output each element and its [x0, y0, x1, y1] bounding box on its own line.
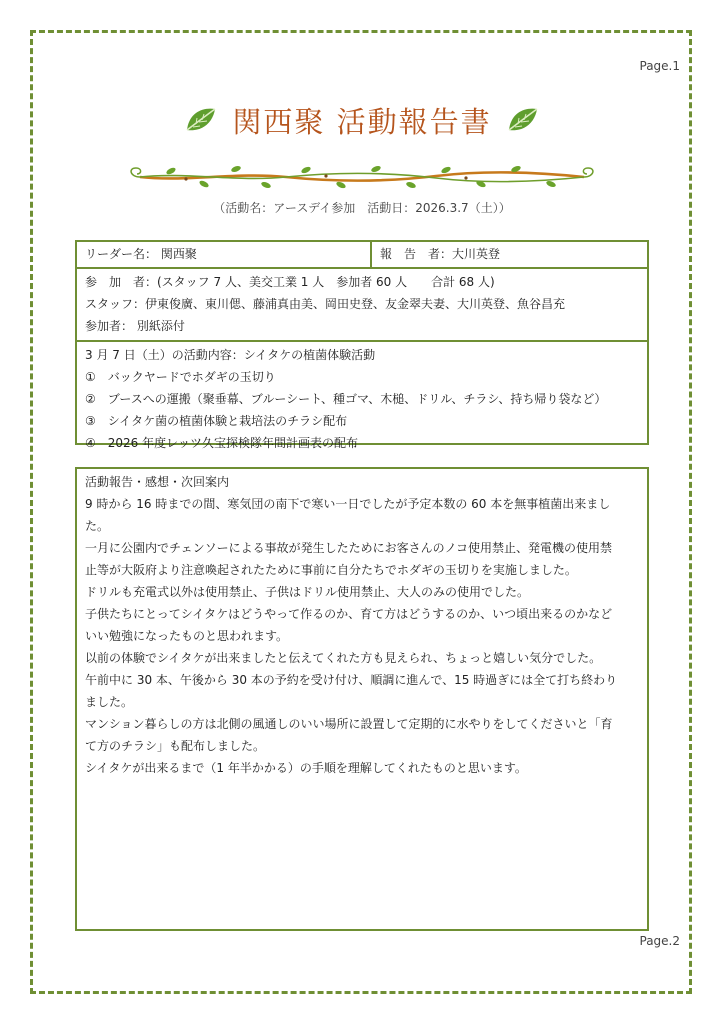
- leader-row: [77, 242, 647, 269]
- activity-item: ③ シイタケ菌の植菌体験と栽培法のチラシ配布: [85, 414, 348, 428]
- page-number-top: Page.1: [639, 59, 680, 73]
- attendees-line: 参加者： 別紙添付: [85, 319, 185, 333]
- report-line: 子供たちにとってシイタケはどうやって作るのか、育て方はどうするのか、いつ頃出来るのかなど: [85, 607, 613, 621]
- report-line: た。: [85, 519, 110, 533]
- report-line: 午前中に 30 本、午後から 30 本の予約を受け付け、順調に進んで、15 時過ぎには全て打ち終わり: [85, 673, 618, 687]
- summary-table: [75, 240, 649, 450]
- report-line: シイタケが出来るまで（1 年半かかる）の手順を理解してくれたものと思います。: [85, 761, 527, 775]
- staff-line: スタッフ：伊東俊廣、東川偲、藤浦真由美、岡田史登、友金翠夫妻、大川英登、魚谷昌充: [85, 297, 566, 311]
- activity-item: ① バックヤードでホダギの玉切り: [85, 370, 276, 384]
- report-line: 以前の体験でシイタケが出来ましたと伝えてくれた方も見えられ、ちょっと嬉しい気分でした。: [85, 651, 602, 665]
- leader-name: リーダー名： 関西聚: [77, 242, 372, 267]
- report-line: て方のチラシ」も配布しました。: [85, 739, 266, 753]
- report-heading: 活動報告・感想・次回案内: [85, 475, 230, 489]
- report-line: 一月に公園内でチェンソーによる事故が発生したためにお客さんのノコ使用禁止、発電機の使用禁: [85, 541, 613, 555]
- report-line: ました。: [85, 695, 134, 709]
- activity-item: ② ブースへの運搬（聚垂幕、ブルーシート、種ゴマ、木槌、ドリル、チラシ、持ち帰り袋など）: [85, 392, 607, 406]
- leaf-icon: [184, 105, 218, 135]
- report-line: ドリルも充電式以外は使用禁止、子供はドリル使用禁止、大人のみの使用でした。: [85, 585, 530, 599]
- report-line: 9 時から 16 時までの間、寒気団の南下で寒い一日でしたが予定本数の 60 本を無事植菌出来まし: [85, 497, 611, 511]
- reporter-name: 報 告 者：大川英登: [380, 247, 501, 261]
- activity-heading: 3 月 7 日（土）の活動内容：シイタケの植菌体験活動: [85, 348, 376, 362]
- page-number-bottom: Page.2: [639, 934, 680, 948]
- report-line: マンション暮らしの方は北側の風通しのいい場所に設置して定期的に水やりをしてくださいと「育: [85, 717, 613, 731]
- participants-line: 参 加 者：(スタッフ 7 人、美交工業 1 人 参加者 60 人 合計 68 人): [85, 275, 495, 289]
- report-line: いい勉強になったものと思われます。: [85, 629, 289, 643]
- page-title: 関西聚 活動報告書: [232, 104, 492, 139]
- activity-subtitle: （活動名：アースデイ参加 活動日：2026.3.7（土））: [213, 201, 511, 215]
- vine-ornament: [126, 160, 598, 194]
- activities-section: [77, 342, 647, 456]
- title-row: [0, 98, 724, 142]
- activity-item: ④ 2026 年度レッツ久宝探検隊年間計画表の配布: [85, 436, 358, 450]
- leaf-icon: [506, 105, 540, 135]
- report-line: 止等が大阪府より注意喚起されたために事前に自分たちでホダギの玉切りを実施しました。: [85, 563, 577, 577]
- report-box: [75, 467, 649, 931]
- participants-section: [77, 269, 647, 342]
